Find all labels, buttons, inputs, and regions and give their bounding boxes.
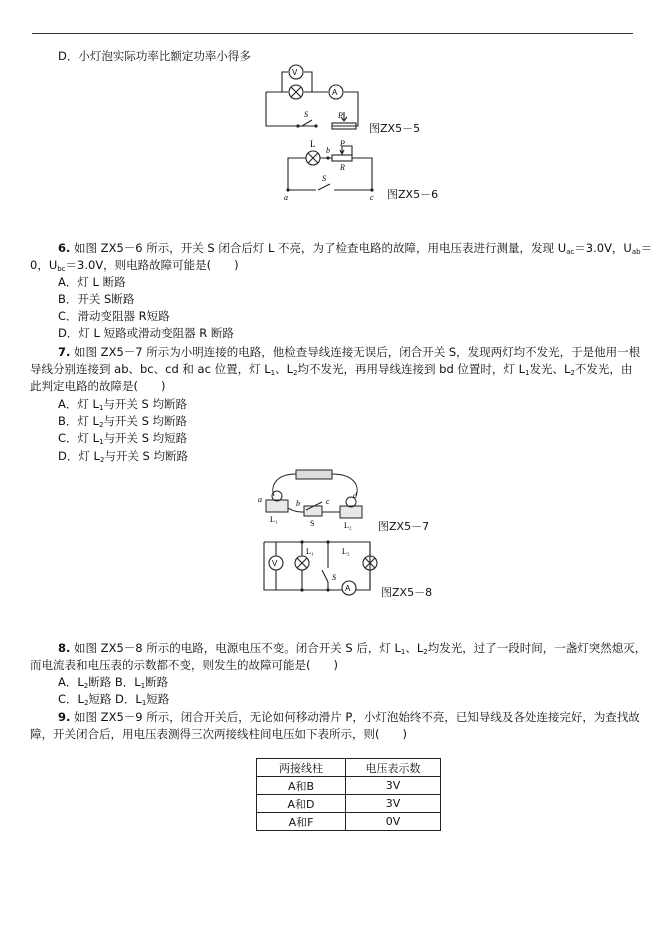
- fig7-label-l2: L₂: [344, 521, 352, 530]
- q6-option-d: D．灯 L 短路或滑动变阻器 R 断路: [58, 326, 234, 340]
- lamp-l1-icon: [266, 500, 288, 512]
- fig8-label-l1: L₁: [306, 547, 314, 556]
- fig6-label-r: R: [340, 163, 345, 172]
- q8-o2s1: 2: [83, 699, 89, 707]
- fig7-caption: 图ZX5－7: [378, 520, 430, 533]
- table-header: 电压表示数: [346, 759, 441, 777]
- figure-zx5-5: [262, 60, 364, 132]
- q7-ob-a: B．灯 L: [58, 414, 99, 428]
- prev-option-d: D．小灯泡实际功率比额定功率小得多: [58, 49, 251, 63]
- q7-oa-b: 与开关 S 均断路: [103, 397, 188, 411]
- q6-text1a: 如图 ZX5－6 所示，开关 S 闭合后灯 L 不亮，为了检查电路的故障，用电压表进行测量，发现 U: [74, 241, 567, 255]
- q7-oa-a: A．灯 L: [58, 397, 99, 411]
- fig5-caption: 图ZX5－5: [369, 122, 421, 135]
- q7-od-b: 与开关 S 均断路: [104, 449, 189, 463]
- q7-line3: 此判定电路的故障是( ): [30, 379, 166, 393]
- q6-sub-ab: ab: [631, 248, 641, 256]
- q9-number: 9.: [58, 710, 71, 724]
- table-header: 两接线柱: [257, 759, 346, 777]
- q9-line2: 障，开关闭合后，用电压表测得三次两接线柱间电压如下表所示，则( ): [30, 727, 407, 741]
- fig5-label-s: S: [304, 110, 308, 119]
- q7-oc-a: C．灯 L: [58, 431, 100, 445]
- q6-sub-ac: ac: [566, 248, 575, 256]
- voltage-table: [256, 758, 441, 831]
- switch-s-icon: [318, 184, 330, 190]
- q9-text1: 如图 ZX5－9 所示，闭合开关后，无论如何移动滑片 P，小灯泡始终不亮，已知导线及各处连接完好，为查找故: [74, 710, 640, 724]
- q8-o2c: 短路: [146, 692, 170, 706]
- fig5-label-v: V: [292, 68, 298, 77]
- q7-ob-b: 与开关 S 均断路: [103, 414, 188, 428]
- q8-number: 8.: [58, 641, 71, 655]
- fig8-label-s: S: [332, 573, 336, 582]
- q8-t1b: 、L: [405, 641, 424, 655]
- fig7-label-l1: L₁: [270, 515, 278, 524]
- q7-t2d: 发光、L: [529, 362, 571, 376]
- switch-s-icon: [322, 570, 328, 582]
- q7-option-d: [58, 448, 188, 469]
- figure-zx5-7: [256, 466, 374, 532]
- q8-o1s2: 1: [140, 682, 146, 690]
- q8-t1a: 如图 ZX5－8 所示的电路，电源电压不变。闭合开关 S 后，灯 L: [74, 641, 401, 655]
- q8-o1a: A．L: [58, 675, 84, 689]
- fig6-caption: 图ZX5－6: [387, 188, 439, 201]
- lamp-l2-icon: [340, 506, 362, 518]
- table-cell: 3V: [346, 795, 441, 813]
- table-cell: 0V: [346, 813, 441, 831]
- q6-text1c: ＝: [640, 241, 653, 255]
- page-top-rule: [32, 33, 633, 34]
- table-row: [257, 795, 441, 813]
- switch-s-icon: [304, 506, 322, 516]
- figure-zx5-8: [260, 538, 378, 598]
- fig6-label-b: b: [326, 146, 330, 155]
- q7-t2a: 导线分别连接到 ab、bc、cd 和 ac 位置，灯 L: [30, 362, 271, 376]
- fig5-label-a: A: [332, 88, 338, 97]
- fig6-label-p: P: [340, 139, 345, 148]
- q6-sub-bc: bc: [57, 265, 66, 273]
- fig6-label-a: a: [284, 193, 288, 202]
- fig8-label-l2: L₂: [342, 547, 350, 556]
- q6-number: 6.: [58, 241, 71, 255]
- q7-number: 7.: [58, 345, 71, 359]
- q7-oa-s: 1: [98, 404, 104, 412]
- q7-ob-s: 2: [98, 421, 104, 429]
- q8-o2s2: 1: [141, 699, 147, 707]
- table-row: [257, 777, 441, 795]
- q7-t2b: 、L: [275, 362, 294, 376]
- q7-s3: 1: [525, 369, 530, 377]
- q7-oc-s: 1: [99, 438, 104, 446]
- q7-s2: 2: [293, 369, 298, 377]
- fig6-label-l: L: [310, 139, 316, 149]
- q8-o2a: C．L: [58, 692, 84, 706]
- q8-o1b: 断路 B．L: [88, 675, 141, 689]
- q7-s4: 2: [570, 369, 575, 377]
- fig7-label-b: b: [296, 499, 300, 508]
- q7-oc-b: 与开关 S 均短路: [103, 431, 188, 445]
- rheostat-r-icon: [332, 155, 352, 161]
- table-cell: A和D: [257, 795, 346, 813]
- q8-t1c: 均发光，过了一段时间，一盏灯突然熄灭，: [427, 641, 647, 655]
- q8-s1: 1: [400, 648, 406, 656]
- switch-icon: [302, 120, 312, 126]
- figure-zx5-6: [280, 136, 380, 202]
- q9-line1: [58, 709, 640, 726]
- q6-option-b: B．开关 S断路: [58, 292, 135, 306]
- q6-text2b: ＝3.0V，则电路故障可能是( ): [65, 258, 239, 272]
- q7-t2e: 不发光，由: [574, 362, 633, 376]
- table-cell: 3V: [346, 777, 441, 795]
- q6-option-a: A．灯 L 断路: [58, 275, 126, 289]
- q7-od-a: D．灯 L: [58, 449, 100, 463]
- q8-o1s1: 2: [83, 682, 89, 690]
- q8-s2: 2: [423, 648, 428, 656]
- q7-line1: [58, 344, 640, 361]
- q8-o2b: 短路 D．L: [88, 692, 142, 706]
- q8-o1c: 断路: [145, 675, 169, 689]
- fig7-label-d: d: [353, 491, 357, 500]
- fig6-label-c: c: [370, 193, 374, 202]
- q7-text1: 如图 ZX5－7 所示为小明连接的电路，他检查导线连接无误后，闭合开关 S，发现两灯均不发光，于是他用一根: [74, 345, 641, 359]
- table-row: [257, 813, 441, 831]
- table-cell: A和B: [257, 777, 346, 795]
- q6-option-c: C．滑动变阻器 R短路: [58, 309, 170, 323]
- q6-text1b: ＝3.0V，U: [574, 241, 632, 255]
- fig7-label-c: c: [326, 497, 330, 506]
- fig5-label-p: P: [338, 111, 343, 120]
- fig7-label-s: S: [310, 519, 315, 528]
- fig8-label-a: A: [345, 584, 351, 593]
- q7-t2c: 均不发光，再用导线连接到 bd 位置时，灯 L: [297, 362, 525, 376]
- q7-s1: 1: [270, 369, 276, 377]
- fig7-label-a: a: [258, 495, 262, 504]
- q8-line2: 而电流表和电压表的示数都不变，则发生的故障可能是( ): [30, 658, 338, 672]
- table-cell: A和F: [257, 813, 346, 831]
- table-header-row: [257, 759, 441, 777]
- fig6-label-s: S: [322, 174, 326, 183]
- fig8-label-v: V: [272, 559, 278, 568]
- fig8-caption: 图ZX5－8: [381, 586, 433, 599]
- battery-icon: [296, 470, 332, 479]
- q6-text2a: 0，U: [30, 258, 58, 272]
- q7-od-s: 2: [99, 456, 105, 464]
